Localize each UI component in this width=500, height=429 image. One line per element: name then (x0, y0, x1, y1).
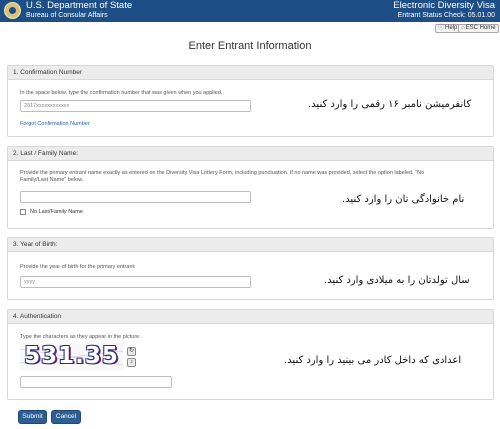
no-last-name-label: No Last/Family Name (30, 209, 83, 215)
year-of-birth-instruction: Provide the year of birth for the primary entrant: (20, 264, 136, 270)
org-bureau: Bureau of Consular Affairs (26, 12, 108, 19)
confirmation-number-instruction: In the space below, type the confirmation number that was given when you applied. (20, 90, 223, 96)
cancel-button[interactable]: Cancel (51, 410, 81, 424)
authentication-panel (7, 309, 494, 400)
last-name-annotation: نام خانوادگی تان را وارد کنید. (342, 194, 465, 205)
last-name-heading: 2. Last / Family Name: (8, 147, 493, 161)
authentication-instruction: Type the characters as they appear in the picture. (20, 334, 141, 340)
confirmation-number-panel (7, 65, 494, 137)
year-of-birth-annotation: سال تولدتان را به میلادی وارد کنید. (324, 275, 470, 286)
submit-button[interactable]: Submit (18, 410, 47, 424)
last-name-panel (7, 146, 494, 229)
org-name: U.S. Department of State (26, 0, 133, 11)
year-of-birth-panel (7, 237, 494, 300)
esc-home-button[interactable] (458, 24, 499, 33)
page-title: Enter Entrant Information (188, 40, 312, 52)
app-version: Entrant Status Check: 05.01.00 (397, 12, 495, 19)
app-name: Electronic Diversity Visa (393, 0, 495, 11)
app-header (0, 0, 500, 22)
captcha-image (20, 343, 123, 370)
authentication-annotation: اعدادی که داخل کادر می بینید را وارد کنید. (284, 355, 462, 366)
refresh-icon: ↻ (128, 348, 135, 354)
info-icon: ⓘ (438, 25, 445, 31)
confirmation-number-annotation: کانفرمیشن نامبر ۱۶ رقمی را وارد کنید. (308, 99, 472, 110)
authentication-heading: 4. Authentication (8, 310, 493, 324)
captcha-code: 531.35 (24, 343, 119, 369)
help-button[interactable] (435, 24, 460, 33)
forgot-confirmation-link[interactable]: Forgot Confirmation Number (20, 121, 90, 127)
last-name-input[interactable] (20, 191, 251, 203)
no-last-name-checkbox[interactable] (20, 209, 26, 215)
year-of-birth-heading: 3. Year of Birth: (8, 238, 493, 252)
home-icon: ⌂ (461, 25, 465, 31)
captcha-audio-button[interactable] (127, 358, 136, 367)
captcha-input[interactable] (20, 376, 172, 388)
last-name-instruction: Provide the primary entrant name exactly as entered on the Diversity Visa Lottery Form, including punctuation. If no name was provided, select the option labeled, "No (20, 170, 425, 176)
last-name-instruction-cont: Family/Last Name" below. (20, 177, 84, 183)
help-button-label: Help (445, 25, 458, 31)
captcha-refresh-button[interactable] (127, 347, 136, 356)
audio-icon: ♪ (130, 359, 133, 365)
confirmation-number-input[interactable]: 2017xxxxxxxxxxxx (20, 100, 251, 112)
dos-seal-icon (4, 2, 21, 19)
year-of-birth-input[interactable]: yyyy (20, 276, 251, 288)
confirmation-number-heading: 1. Confirmation Number (8, 66, 493, 80)
esc-home-button-label: ESC Home (465, 25, 496, 31)
